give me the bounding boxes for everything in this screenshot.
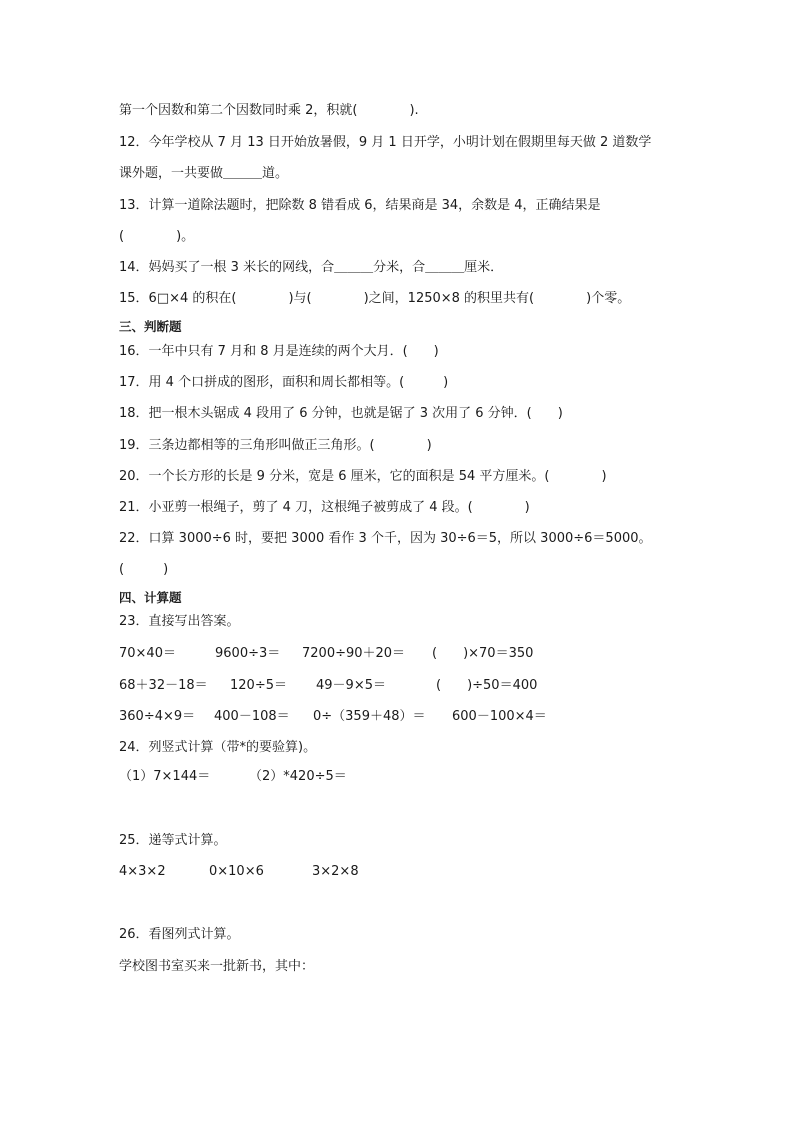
question-12-line-2: 课外题，一共要做＿＿＿道。: [119, 166, 289, 181]
q23-cell: 68＋32－18＝: [119, 678, 208, 693]
q23-cell: 49－9×5＝: [316, 678, 386, 693]
question-19: 19．三条边都相等的三角形叫做正三角形。( ): [119, 438, 432, 453]
question-15: 15．6□×4 的积在( )与( )之间，1250×8 的积里共有( )个零。: [119, 291, 631, 306]
q25-item: 3×2×8: [312, 864, 359, 879]
q23-cell: ( )×70＝350: [432, 646, 534, 661]
question-21: 21．小亚剪一根绳子，剪了 4 刀，这根绳子被剪成了 4 段。( ): [119, 500, 530, 515]
q24-item-2: （2）*420÷5＝: [249, 769, 347, 784]
q25-item: 0×10×6: [209, 864, 264, 879]
q24-item-1: （1）7×144＝: [119, 769, 211, 784]
q23-cell: ( )÷50＝400: [436, 678, 538, 693]
question-18: 18．把一根木头锯成 4 段用了 6 分钟，也就是锯了 3 次用了 6 分钟．( ): [119, 406, 563, 421]
question-24-title: 24．列竖式计算（带*的要验算)。: [119, 740, 317, 755]
question-26-text: 学校图书室买来一批新书，其中：: [119, 959, 315, 974]
question-16: 16．一年中只有 7 月和 8 月是连续的两个大月．( ): [119, 344, 439, 359]
q23-cell: 120÷5＝: [230, 678, 287, 693]
section-3-heading: 三、判断题: [119, 319, 182, 334]
question-25-title: 25．递等式计算。: [119, 833, 227, 848]
question-12-line-1: 12．今年学校从 7 月 13 日开始放暑假，9 月 1 日开学，小明计划在假期里每天做 2 道数学: [119, 135, 652, 150]
question-26-title: 26．看图列式计算。: [119, 927, 240, 942]
question-20: 20．一个长方形的长是 9 分米，宽是 6 厘米，它的面积是 54 平方厘米。( ): [119, 469, 607, 484]
q23-cell: 9600÷3＝: [215, 646, 281, 661]
q23-cell: 7200÷90＋20＝: [302, 646, 406, 661]
q23-cell: 70×40＝: [119, 646, 176, 661]
q25-item: 4×3×2: [119, 864, 166, 879]
q23-cell: 360÷4×9＝: [119, 709, 196, 724]
question-22-answer-blank: ( ): [119, 562, 169, 577]
question-14: 14．妈妈买了一根 3 米长的网线，合＿＿＿分米，合＿＿＿厘米．: [119, 260, 504, 275]
question-13-line-2: ( )。: [119, 229, 195, 244]
q23-cell: 600－100×4＝: [452, 709, 547, 724]
question-17: 17．用 4 个口拼成的图形，面积和周长都相等。( ): [119, 375, 449, 390]
question-13-line-1: 13．计算一道除法题时，把除数 8 错看成 6，结果商是 34，余数是 4，正确结果是: [119, 198, 601, 213]
question-11-continuation: 第一个因数和第二个因数同时乘 2，积就( ).: [119, 103, 419, 118]
question-22: 22．口算 3000÷6 时，要把 3000 看作 3 个千，因为 30÷6＝5，所以 3000÷6＝5000。: [119, 531, 652, 546]
question-23-title: 23．直接写出答案。: [119, 614, 240, 629]
q23-cell: 400－108＝: [214, 709, 290, 724]
section-4-heading: 四、计算题: [119, 590, 182, 605]
q23-cell: 0÷（359＋48）＝: [313, 709, 426, 724]
